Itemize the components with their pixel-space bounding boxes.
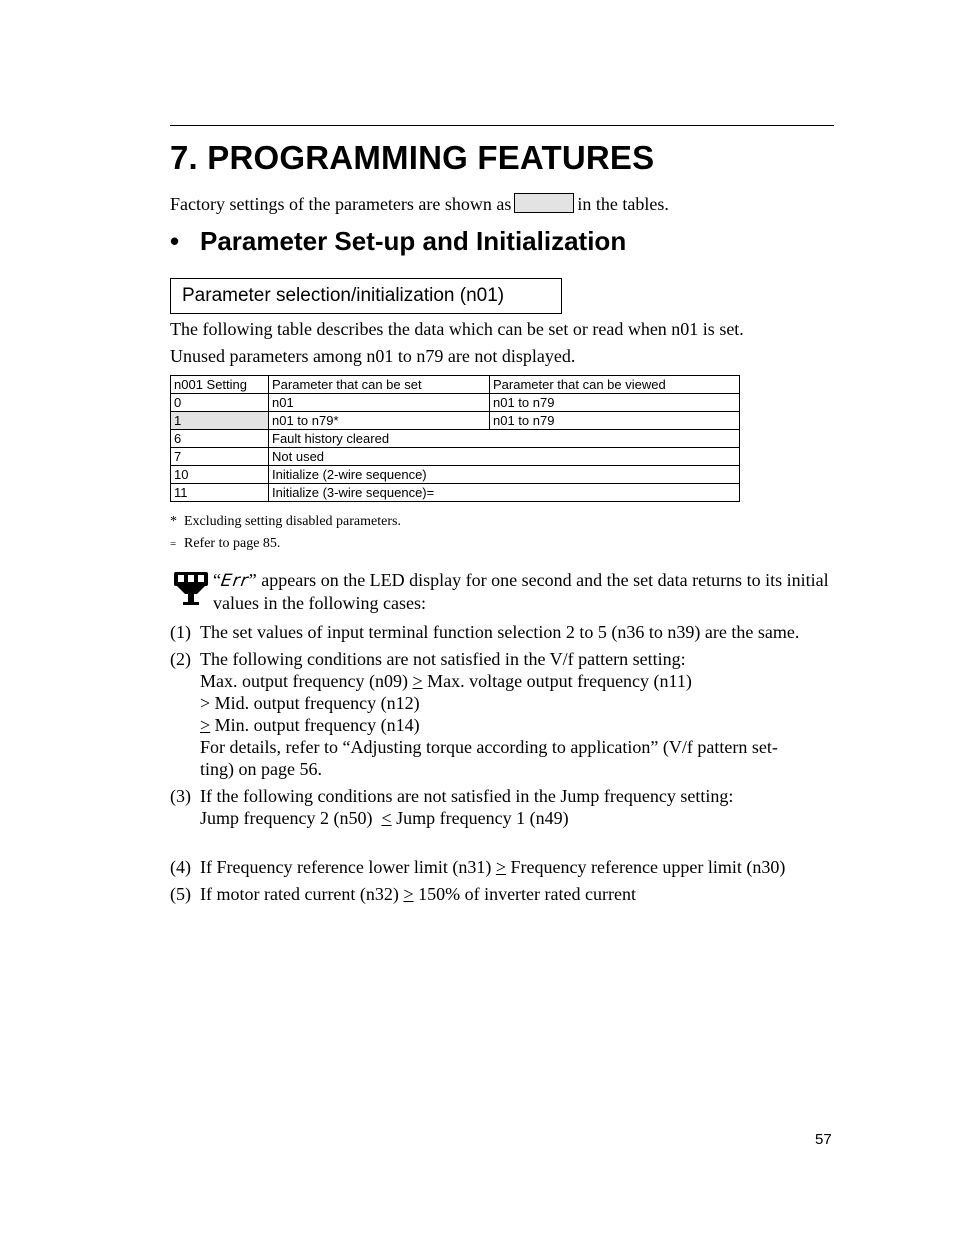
chapter-title: 7. PROGRAMMING FEATURES <box>170 139 655 176</box>
item-text: Jump frequency 2 (n50) <box>200 808 382 828</box>
item-line: > Mid. output frequency (n12) <box>200 693 420 713</box>
top-rule <box>170 125 834 126</box>
factory-setting-swatch <box>514 193 574 213</box>
table-header-cell: n001 Setting <box>171 376 269 394</box>
list-item <box>170 785 838 829</box>
item-body <box>200 648 838 780</box>
page-number: 57 <box>815 1131 832 1148</box>
table-cell: Not used <box>269 448 740 466</box>
paragraph: The following table describes the data which can be set or read when n01 is set. <box>170 319 744 339</box>
table-header-cell: Parameter that can be set <box>269 376 490 394</box>
item-line <box>200 714 838 736</box>
item-symbol: > <box>200 715 211 735</box>
footnote <box>170 536 280 552</box>
paragraph: Unused parameters among n01 to n79 are not displayed. <box>170 346 576 366</box>
table-row <box>171 466 740 484</box>
item-line <box>200 807 838 829</box>
table-header-row <box>171 376 740 394</box>
table-row <box>171 484 740 502</box>
item-line: ting) on page 56. <box>200 759 322 779</box>
intro-line <box>170 193 669 215</box>
item-symbol: > <box>403 884 414 904</box>
footnote <box>170 514 401 530</box>
section-heading <box>170 226 626 257</box>
err-display: Err <box>219 571 251 591</box>
table-row <box>171 448 740 466</box>
item-line: The following conditions are not satisfied in the V/f pattern setting: <box>200 649 686 669</box>
item-text: Jump frequency 1 (n49) <box>391 808 569 828</box>
table-cell: n01 to n79 <box>490 394 740 412</box>
parameter-table <box>170 375 740 502</box>
item-text: Max. output frequency (n09) <box>200 671 413 691</box>
item-text: 150% of inverter rated current <box>413 884 636 904</box>
item-body <box>200 785 838 829</box>
table-cell: Initialize (3-wire sequence)= <box>269 484 740 502</box>
item-number: (5) <box>170 884 191 904</box>
item-line: For details, refer to “Adjusting torque according to application” (V/f pattern set- <box>200 737 778 757</box>
footnote-text: Excluding setting disabled parameters. <box>184 514 401 529</box>
item-line <box>200 670 838 692</box>
item-symbol: > <box>412 671 423 691</box>
table-cell: Fault history cleared <box>269 430 740 448</box>
err-note-text: ” appears on the LED display for one second and the set data returns to its initial values in the following cases: <box>213 570 829 613</box>
item-text: If motor rated current (n32) <box>200 884 404 904</box>
list-item <box>170 856 838 878</box>
subsection-title-box: Parameter selection/initialization (n01) <box>170 278 562 314</box>
err-open-quote: “ <box>213 570 221 590</box>
table-cell-factory-setting: 1 <box>171 412 269 430</box>
list-item <box>170 883 838 905</box>
item-text: If Frequency reference lower limit (n31) <box>200 857 496 877</box>
item-line <box>200 856 838 878</box>
heading-bullet: • <box>170 226 180 256</box>
item-text: Max. voltage output frequency (n11) <box>422 671 692 691</box>
section-heading-text: Parameter Set-up and Initialization <box>200 226 627 256</box>
item-number: (2) <box>170 649 191 669</box>
item-symbol: > <box>495 857 507 877</box>
footnote-text: Refer to page 85. <box>184 536 281 551</box>
table-header-cell: Parameter that can be viewed <box>490 376 740 394</box>
intro-before: Factory settings of the parameters are shown as <box>170 194 512 214</box>
footnote-mark: * <box>170 514 177 529</box>
table-cell: n01 <box>269 394 490 412</box>
item-symbol: < <box>381 808 392 828</box>
table-cell: n01 to n79 <box>490 412 740 430</box>
table-cell: 11 <box>171 484 269 502</box>
err-note <box>213 569 833 614</box>
item-text: Frequency reference upper limit (n30) <box>506 857 786 877</box>
table-cell: Initialize (2-wire sequence) <box>269 466 740 484</box>
table-cell: 7 <box>171 448 269 466</box>
item-text: Min. output frequency (n14) <box>210 715 420 735</box>
table-cell: 6 <box>171 430 269 448</box>
item-number: (1) <box>170 622 191 642</box>
note-icon <box>173 570 209 606</box>
table-cell: n01 to n79* <box>269 412 490 430</box>
list-item <box>170 648 838 780</box>
list-item <box>170 621 838 643</box>
table-cell: 0 <box>171 394 269 412</box>
item-number: (4) <box>170 857 191 877</box>
table-cell: 10 <box>171 466 269 484</box>
item-number: (3) <box>170 786 191 806</box>
table-row <box>171 412 740 430</box>
item-line <box>200 883 838 905</box>
footnote-mark: = <box>170 538 177 550</box>
item-text: The set values of input terminal function selection 2 to 5 (n36 to n39) are the same. <box>200 622 800 642</box>
table-row <box>171 394 740 412</box>
table-row <box>171 430 740 448</box>
item-line: If the following conditions are not satisfied in the Jump frequency setting: <box>200 786 734 806</box>
intro-after: in the tables. <box>577 194 669 214</box>
